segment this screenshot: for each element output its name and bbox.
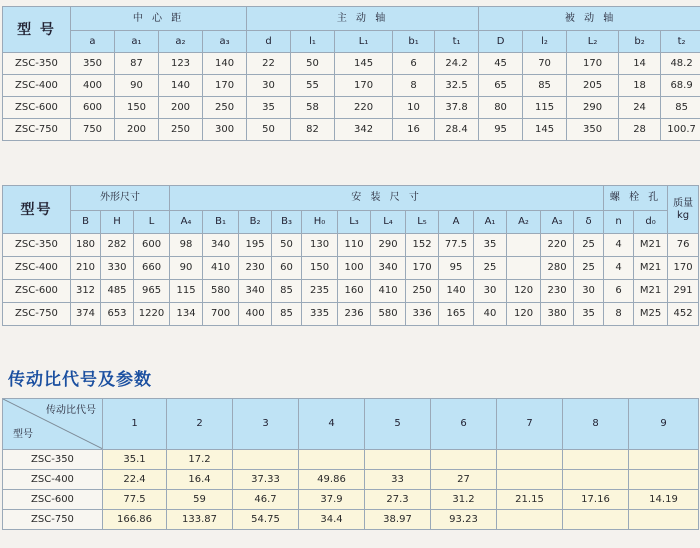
value-cell: 120 xyxy=(507,280,541,303)
value-cell: 87 xyxy=(115,53,159,75)
value-cell: 152 xyxy=(406,234,439,257)
value-cell: 37.33 xyxy=(233,470,299,490)
value-cell: 4 xyxy=(604,257,634,280)
value-cell: 30 xyxy=(474,280,507,303)
value-cell xyxy=(563,510,629,530)
value-cell: 452 xyxy=(668,303,699,326)
value-cell: 50 xyxy=(247,119,291,141)
column-header: δ xyxy=(574,211,604,234)
value-cell: 38.97 xyxy=(365,510,431,530)
value-cell: 336 xyxy=(406,303,439,326)
value-cell: 115 xyxy=(170,280,203,303)
installation-dimensions-table xyxy=(2,185,699,326)
model-cell: ZSC-400 xyxy=(3,75,71,97)
value-cell: 282 xyxy=(101,234,134,257)
value-cell: 312 xyxy=(71,280,101,303)
value-cell: 400 xyxy=(239,303,272,326)
value-cell: 600 xyxy=(134,234,170,257)
value-cell: 342 xyxy=(335,119,393,141)
column-header: l₁ xyxy=(291,31,335,53)
model-cell: ZSC-600 xyxy=(3,97,71,119)
value-cell: 16 xyxy=(393,119,435,141)
value-cell: 485 xyxy=(101,280,134,303)
value-cell: 21.15 xyxy=(497,490,563,510)
column-header: a xyxy=(71,31,115,53)
value-cell: 220 xyxy=(541,234,574,257)
value-cell xyxy=(507,257,541,280)
value-cell: 150 xyxy=(302,257,338,280)
value-cell: 30 xyxy=(247,75,291,97)
column-header: A xyxy=(439,211,474,234)
value-cell: 600 xyxy=(71,97,115,119)
value-cell: 50 xyxy=(291,53,335,75)
value-cell: 170 xyxy=(567,53,619,75)
value-cell: 10 xyxy=(393,97,435,119)
model-cell: ZSC-350 xyxy=(3,234,71,257)
value-cell: 140 xyxy=(203,53,247,75)
value-cell: 76 xyxy=(668,234,699,257)
value-cell: 35.1 xyxy=(103,450,167,470)
value-cell: 90 xyxy=(170,257,203,280)
model-cell: ZSC-600 xyxy=(3,490,103,510)
value-cell: 100 xyxy=(338,257,371,280)
value-cell: 350 xyxy=(567,119,619,141)
table-row xyxy=(3,119,700,141)
model-cell: ZSC-400 xyxy=(3,470,103,490)
table-row xyxy=(3,53,700,75)
value-cell: 34.4 xyxy=(299,510,365,530)
model-header: 型 号 xyxy=(3,7,71,53)
value-cell: 45 xyxy=(479,53,523,75)
value-cell: 280 xyxy=(541,257,574,280)
value-cell xyxy=(563,450,629,470)
value-cell: M25 xyxy=(634,303,668,326)
model-cell: ZSC-350 xyxy=(3,53,71,75)
value-cell: 25 xyxy=(574,257,604,280)
value-cell: 145 xyxy=(523,119,567,141)
value-cell: 340 xyxy=(203,234,239,257)
value-cell: 59 xyxy=(167,490,233,510)
table-row xyxy=(3,510,699,530)
value-cell: 95 xyxy=(479,119,523,141)
value-cell: 380 xyxy=(541,303,574,326)
column-header: L₁ xyxy=(335,31,393,53)
value-cell: 170 xyxy=(203,75,247,97)
column-header: B₂ xyxy=(239,211,272,234)
value-cell: 350 xyxy=(71,53,115,75)
value-cell: 65 xyxy=(479,75,523,97)
value-cell: M21 xyxy=(634,257,668,280)
ratio-code-header: 4 xyxy=(299,399,365,450)
ratio-code-header: 5 xyxy=(365,399,431,450)
column-header: L₅ xyxy=(406,211,439,234)
value-cell: 95 xyxy=(439,257,474,280)
model-label: 型号 xyxy=(13,429,33,440)
value-cell: 133.87 xyxy=(167,510,233,530)
model-header: 型号 xyxy=(3,186,71,234)
value-cell: 291 xyxy=(668,280,699,303)
value-cell: 85 xyxy=(272,303,302,326)
column-header: L₄ xyxy=(371,211,406,234)
value-cell: 77.5 xyxy=(439,234,474,257)
transmission-ratio-table xyxy=(2,398,699,530)
value-cell: 8 xyxy=(604,303,634,326)
value-cell: 58 xyxy=(291,97,335,119)
corner-header xyxy=(3,399,103,450)
value-cell: 134 xyxy=(170,303,203,326)
value-cell: 123 xyxy=(159,53,203,75)
value-cell: 93.23 xyxy=(431,510,497,530)
value-cell: 32.5 xyxy=(435,75,479,97)
ratio-code-header: 2 xyxy=(167,399,233,450)
value-cell: 17.2 xyxy=(167,450,233,470)
value-cell: 25 xyxy=(574,234,604,257)
value-cell: 236 xyxy=(338,303,371,326)
column-header: H₀ xyxy=(302,211,338,234)
value-cell: 22 xyxy=(247,53,291,75)
value-cell: 6 xyxy=(604,280,634,303)
value-cell: 80 xyxy=(479,97,523,119)
value-cell: M21 xyxy=(634,234,668,257)
mass-label: 质量 xyxy=(673,197,694,209)
column-header: A₂ xyxy=(507,211,541,234)
table-row xyxy=(3,450,699,470)
value-cell: 27 xyxy=(431,470,497,490)
center-distance-header: 中 心 距 xyxy=(71,7,247,31)
table-subheader-row xyxy=(3,211,699,234)
value-cell: 28 xyxy=(619,119,661,141)
value-cell xyxy=(497,450,563,470)
table-row xyxy=(3,75,700,97)
value-cell: 35 xyxy=(574,303,604,326)
value-cell xyxy=(299,450,365,470)
ratio-code-header: 3 xyxy=(233,399,299,450)
value-cell xyxy=(497,510,563,530)
value-cell: 22.4 xyxy=(103,470,167,490)
value-cell xyxy=(507,234,541,257)
shaft-dimensions-table xyxy=(2,6,700,141)
value-cell: 374 xyxy=(71,303,101,326)
value-cell: 170 xyxy=(406,257,439,280)
column-header: d₀ xyxy=(634,211,668,234)
value-cell: 49.86 xyxy=(299,470,365,490)
value-cell: 300 xyxy=(203,119,247,141)
column-header: H xyxy=(101,211,134,234)
value-cell xyxy=(497,470,563,490)
value-cell: 100.7 xyxy=(661,119,700,141)
column-header: a₂ xyxy=(159,31,203,53)
value-cell xyxy=(365,450,431,470)
value-cell: 195 xyxy=(239,234,272,257)
table-row xyxy=(3,257,699,280)
value-cell: 210 xyxy=(71,257,101,280)
value-cell: 230 xyxy=(541,280,574,303)
value-cell: 200 xyxy=(115,119,159,141)
column-header: A₄ xyxy=(170,211,203,234)
column-header: L xyxy=(134,211,170,234)
value-cell: 18 xyxy=(619,75,661,97)
model-cell: ZSC-400 xyxy=(3,257,71,280)
value-cell: 46.7 xyxy=(233,490,299,510)
value-cell: 37.9 xyxy=(299,490,365,510)
value-cell: 660 xyxy=(134,257,170,280)
value-cell: M21 xyxy=(634,280,668,303)
table-body xyxy=(3,234,699,326)
mass-unit: kg xyxy=(677,209,690,221)
value-cell: 27.3 xyxy=(365,490,431,510)
column-header: L₃ xyxy=(338,211,371,234)
table-row xyxy=(3,303,699,326)
column-header: a₃ xyxy=(203,31,247,53)
value-cell: 340 xyxy=(239,280,272,303)
value-cell: 16.4 xyxy=(167,470,233,490)
installation-size-header: 安 装 尺 寸 xyxy=(170,186,604,211)
value-cell: 200 xyxy=(159,97,203,119)
value-cell: 230 xyxy=(239,257,272,280)
value-cell: 250 xyxy=(203,97,247,119)
value-cell: 4 xyxy=(604,234,634,257)
value-cell: 68.9 xyxy=(661,75,700,97)
column-header: B₁ xyxy=(203,211,239,234)
value-cell: 120 xyxy=(507,303,541,326)
value-cell: 290 xyxy=(567,97,619,119)
value-cell: 6 xyxy=(393,53,435,75)
value-cell: 85 xyxy=(523,75,567,97)
model-cell: ZSC-750 xyxy=(3,510,103,530)
table-row xyxy=(3,490,699,510)
value-cell: 85 xyxy=(272,280,302,303)
value-cell: 165 xyxy=(439,303,474,326)
model-cell: ZSC-600 xyxy=(3,280,71,303)
bolt-hole-header: 螺 栓 孔 xyxy=(604,186,668,211)
table-body xyxy=(3,53,700,141)
column-header: n xyxy=(604,211,634,234)
value-cell: 700 xyxy=(203,303,239,326)
value-cell: 250 xyxy=(159,119,203,141)
column-header: t₂ xyxy=(661,31,700,53)
table-header-row xyxy=(3,399,699,450)
value-cell: 653 xyxy=(101,303,134,326)
value-cell: 335 xyxy=(302,303,338,326)
value-cell: 750 xyxy=(71,119,115,141)
value-cell: 160 xyxy=(338,280,371,303)
column-header: B₃ xyxy=(272,211,302,234)
table-header-row xyxy=(3,186,699,211)
column-header: b₁ xyxy=(393,31,435,53)
value-cell: 50 xyxy=(272,234,302,257)
value-cell: 31.2 xyxy=(431,490,497,510)
value-cell xyxy=(629,450,699,470)
model-cell: ZSC-750 xyxy=(3,303,71,326)
column-header: a₁ xyxy=(115,31,159,53)
value-cell: 40 xyxy=(474,303,507,326)
value-cell: 140 xyxy=(159,75,203,97)
value-cell: 330 xyxy=(101,257,134,280)
table-row xyxy=(3,470,699,490)
value-cell: 35 xyxy=(247,97,291,119)
value-cell: 28.4 xyxy=(435,119,479,141)
value-cell: 400 xyxy=(71,75,115,97)
outline-size-header: 外形尺寸 xyxy=(71,186,170,211)
table-body xyxy=(3,450,699,530)
value-cell: 30 xyxy=(574,280,604,303)
column-header: B xyxy=(71,211,101,234)
value-cell: 290 xyxy=(371,234,406,257)
value-cell: 235 xyxy=(302,280,338,303)
value-cell: 166.86 xyxy=(103,510,167,530)
value-cell: 25 xyxy=(474,257,507,280)
value-cell: 150 xyxy=(115,97,159,119)
value-cell: 250 xyxy=(406,280,439,303)
column-header: L₂ xyxy=(567,31,619,53)
value-cell: 115 xyxy=(523,97,567,119)
ratio-code-header: 7 xyxy=(497,399,563,450)
column-header: D xyxy=(479,31,523,53)
model-cell: ZSC-350 xyxy=(3,450,103,470)
value-cell: 130 xyxy=(302,234,338,257)
value-cell: 24 xyxy=(619,97,661,119)
value-cell: 90 xyxy=(115,75,159,97)
value-cell: 14 xyxy=(619,53,661,75)
value-cell: 965 xyxy=(134,280,170,303)
table-row xyxy=(3,280,699,303)
value-cell: 70 xyxy=(523,53,567,75)
value-cell: 37.8 xyxy=(435,97,479,119)
section-title: 传动比代号及参数 xyxy=(8,370,152,390)
value-cell: 60 xyxy=(272,257,302,280)
column-header: t₁ xyxy=(435,31,479,53)
value-cell: 340 xyxy=(371,257,406,280)
column-header: b₂ xyxy=(619,31,661,53)
value-cell: 205 xyxy=(567,75,619,97)
ratio-code-label: 传动比代号 xyxy=(46,405,96,416)
value-cell: 55 xyxy=(291,75,335,97)
driving-shaft-header: 主 动 轴 xyxy=(247,7,479,31)
value-cell: 220 xyxy=(335,97,393,119)
value-cell: 82 xyxy=(291,119,335,141)
column-header: l₂ xyxy=(523,31,567,53)
value-cell: 1220 xyxy=(134,303,170,326)
value-cell xyxy=(563,470,629,490)
value-cell: 110 xyxy=(338,234,371,257)
value-cell: 35 xyxy=(474,234,507,257)
value-cell: 48.2 xyxy=(661,53,700,75)
value-cell xyxy=(431,450,497,470)
table-subheader-row xyxy=(3,31,700,53)
column-header: A₁ xyxy=(474,211,507,234)
ratio-code-header: 1 xyxy=(103,399,167,450)
value-cell: 170 xyxy=(335,75,393,97)
model-cell: ZSC-750 xyxy=(3,119,71,141)
value-cell: 85 xyxy=(661,97,700,119)
value-cell: 170 xyxy=(668,257,699,280)
table-header-row xyxy=(3,7,700,31)
value-cell: 24.2 xyxy=(435,53,479,75)
value-cell: 33 xyxy=(365,470,431,490)
column-header: A₃ xyxy=(541,211,574,234)
value-cell: 98 xyxy=(170,234,203,257)
table-row xyxy=(3,97,700,119)
value-cell: 580 xyxy=(371,303,406,326)
value-cell xyxy=(629,510,699,530)
driven-shaft-header: 被 动 轴 xyxy=(479,7,700,31)
ratio-code-header: 9 xyxy=(629,399,699,450)
column-header: d xyxy=(247,31,291,53)
value-cell: 14.19 xyxy=(629,490,699,510)
value-cell: 580 xyxy=(203,280,239,303)
value-cell: 54.75 xyxy=(233,510,299,530)
mass-header xyxy=(668,186,699,234)
value-cell xyxy=(233,450,299,470)
value-cell: 180 xyxy=(71,234,101,257)
value-cell: 140 xyxy=(439,280,474,303)
value-cell: 77.5 xyxy=(103,490,167,510)
ratio-code-header: 8 xyxy=(563,399,629,450)
table-row xyxy=(3,234,699,257)
ratio-code-header: 6 xyxy=(431,399,497,450)
value-cell: 8 xyxy=(393,75,435,97)
value-cell: 410 xyxy=(203,257,239,280)
value-cell: 145 xyxy=(335,53,393,75)
value-cell: 17.16 xyxy=(563,490,629,510)
value-cell: 410 xyxy=(371,280,406,303)
value-cell xyxy=(629,470,699,490)
